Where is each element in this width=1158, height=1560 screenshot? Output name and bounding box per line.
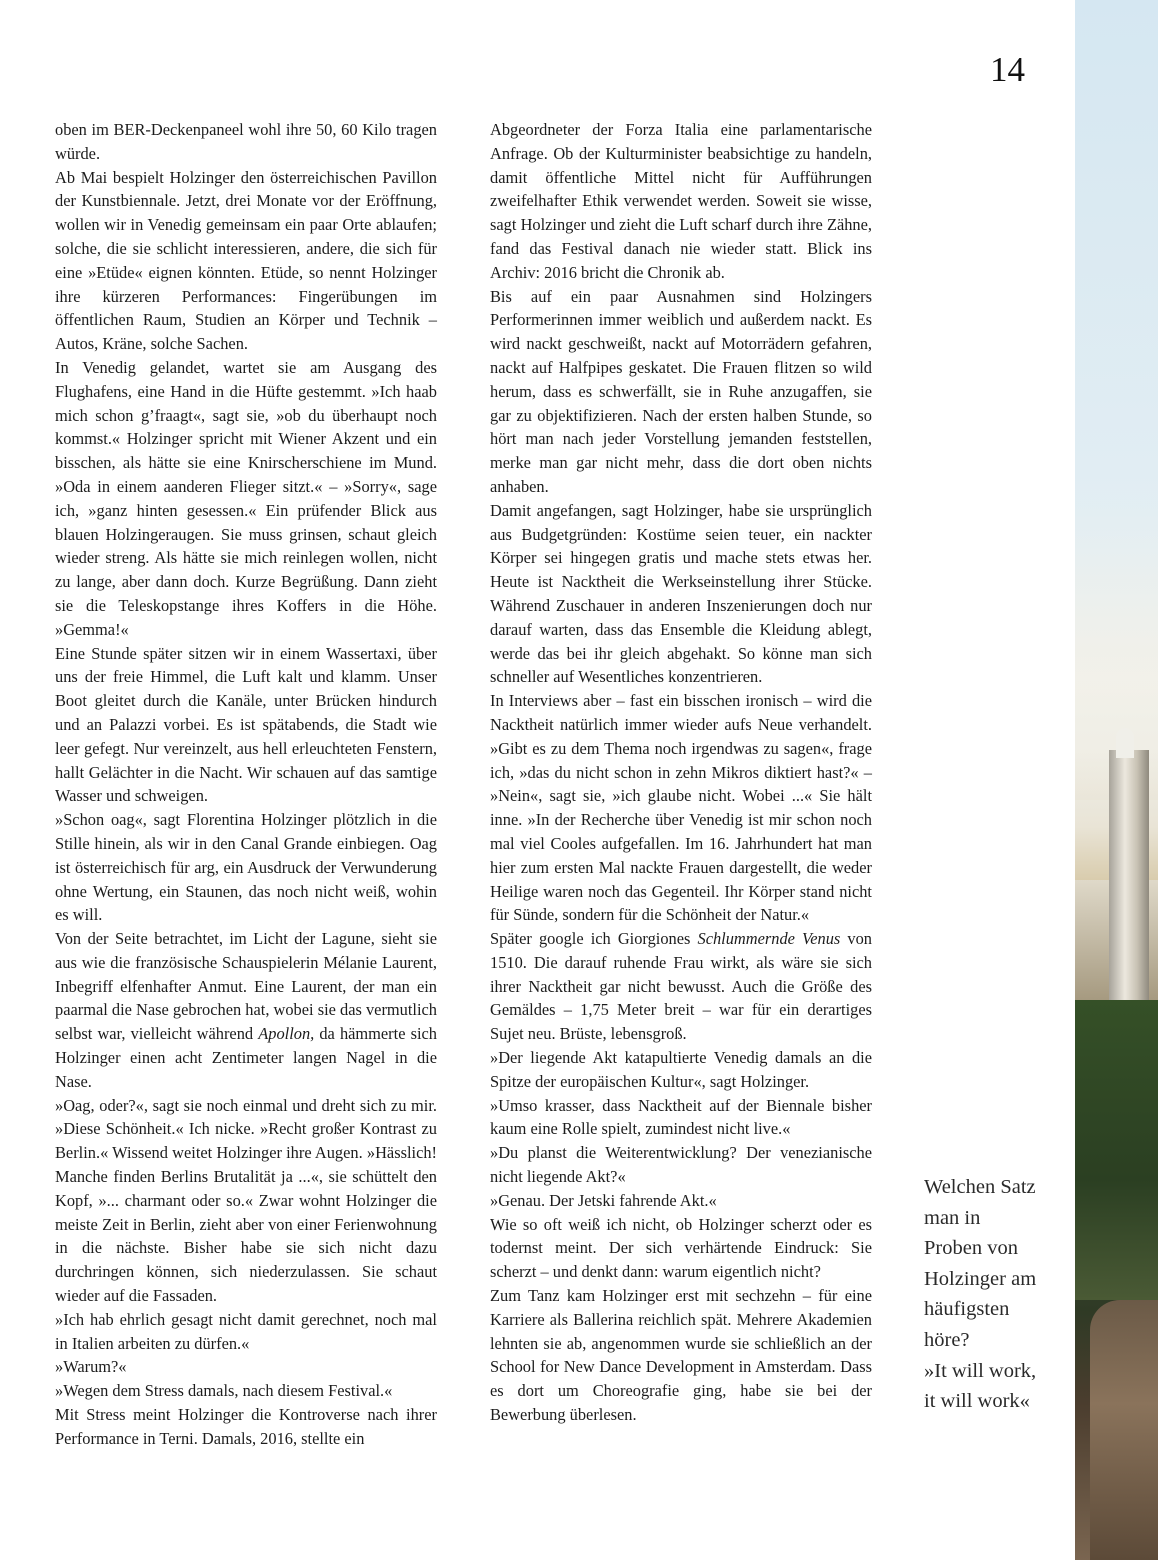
paragraph: Abgeordneter der Forza Italia eine parlamentarische Anfrage. Ob der Kulturminister beabsichtige zu handeln, damit öffentliche Mittel nicht für Aufführungen zweifelhafter Ethik verwendet werden. Soweit sie wisse, sagt Holzinger und zieht die Luft scharf durch ihre Zähne, fand das Festival danach nie wieder statt. Blick ins Archiv: 2016 bricht die Chronik ab.: [490, 120, 872, 282]
paragraph-text: Später google ich Giorgiones: [490, 929, 691, 949]
photo-mooring-post-cap: [1116, 728, 1134, 758]
pull-quote-question: Welchen Satz man in Proben von Holzinger am häufigsten höre?: [924, 1176, 1037, 1351]
photo-buoy: [1090, 1300, 1158, 1560]
paragraph: »Der liegende Akt katapultierte Venedig damals an die Spitze der europäischen Kultur«, sagt Holzinger.: [490, 1048, 872, 1091]
paragraph: [55, 927, 437, 1094]
paragraph: »Du planst die Weiterentwicklung? Der venezianische nicht liegende Akt?«: [490, 1143, 872, 1187]
paragraph: Wie so oft weiß ich nicht, ob Holzinger scherzt oder es todernst meint. Der sich verhärtende Eindruck: Sie scherzt – und denkt dann: warum eigentlich nicht?: [490, 1214, 872, 1282]
article-column-left: [55, 118, 437, 1451]
photo-strip-image: [1075, 0, 1158, 1560]
paragraph: »Oag, oder?«, sagt sie noch einmal und dreht sich zu mir. »Diese Schönheit.« Ich nicke. »Recht großer Kontrast zu Berlin.« Wissend weitet Holzinger ihre Augen. »Hässlich! Manche finden Berlins Brutalität ja ...«, sie schüttelt den Kopf, »... charmant oder so.« Zwar wohnt Holzinger die meiste Zeit in Berlin, zieht aber von einer Ferienwohnung in die nächste. Bisher habe sie sich nicht dazu durchringen können, sich niederzulassen. Sie schaut wieder auf die Fassaden.: [55, 1095, 437, 1306]
paragraph: In Interviews aber – fast ein bisschen ironisch – wird die Nacktheit natürlich immer wieder aufs Neue verhandelt. »Gibt es zu dem Thema noch irgendwas zu sagen«, frage ich, »das du nicht schon in zehn Mikros diktiert hast?« – »Nein«, sagt sie, »ich glaube nicht. Wobei ...« Sie hält inne. »In der Recherche über Venedig ist mir schon noch mal viel Cooles aufgefallen. Im 16. Jahrhundert hat man hier zum ersten Mal nackte Frauen dargestellt, die weder Heilige waren noch das Gegenteil. Ihr Körper stand nicht für Sünde, sondern für die Schönheit der Natur.«: [490, 691, 872, 925]
paragraph: »Warum?«: [55, 1357, 127, 1377]
pull-quote: [924, 1172, 1039, 1417]
paragraph: oben im BER-Deckenpaneel wohl ihre 50, 60 Kilo tragen würde.: [55, 120, 437, 163]
photo-mooring-post: [1109, 750, 1149, 1010]
paragraph: In Venedig gelandet, wartet sie am Ausgang des Flughafens, eine Hand in die Hüfte gestemmt. »Ich haab mich schon g’fraagt«, sagt sie, »ob du überhaupt noch kommst.« Holzinger spricht mit Wiener Akzent und ein bisschen, als hätte sie eine Knirscherschiene im Mund. »Oda in einem aanderen Flieger sitzt.« – »Sorry«, sage ich, »ganz hinten gesessen.« Ein prüfender Blick aus blauen Holzingeraugen. Sie muss grinsen, schaut gleich wieder streng. Als hätte sie mich reinlegen wollen, nicht zu lange, aber dann doch. Kurze Begrüßung. Dann zieht sie die Teleskopstange ihres Koffers in die Höhe. »Gemma!«: [55, 357, 437, 639]
paragraph: »Ich hab ehrlich gesagt nicht damit gerechnet, noch mal in Italien arbeiten zu dürfen.«: [55, 1309, 437, 1353]
article-column-middle: [490, 118, 872, 1427]
paragraph: Bis auf ein paar Ausnahmen sind Holzingers Performerinnen immer weiblich und außerdem nackt. Es wird nackt geschweißt, nackt auf Motorrädern gefahren, nackt auf Halfpipes geskatet. Die Frauen flitzen so wild herum, dass es schwerfällt, sie in Ruhe anzugaffen, sie gar zu objektifizieren. Nach der ersten halben Stunde, so hört man nach jeder Vorstellung jemanden feststellen, merke man gar nicht mehr, dass die dort oben nichts anhaben.: [490, 286, 872, 496]
photo-water: [1075, 1000, 1158, 1300]
paragraph: Eine Stunde später sitzen wir in einem Wassertaxi, über uns der freie Himmel, die Luft kalt und klamm. Unser Boot gleitet durch die Kanäle, unter Brücken hindurch und an Palazzi vorbei. Es ist spätabends, die Stadt wie leer gefegt. Nur vereinzelt, aus hell erleuchteten Fenstern, hallt Gelächter in die Nacht. Wir schauen auf das samtige Wasser und schweigen.: [55, 643, 437, 806]
italic-title: Schlummernde Venus: [697, 929, 841, 949]
paragraph-text: von 1510. Die darauf ruhende Frau wirkt, als wäre sie sich ihrer Nacktheit gar nicht bewusst. Auch die Größe des Gemäldes – 1,75 Meter breit – war für ein derartiges Sujet neu. Brüste, lebensgroß.: [490, 929, 872, 1044]
paragraph: »Umso krasser, dass Nacktheit auf der Biennale bisher kaum eine Rolle spielt, zumindest nicht live.«: [490, 1095, 872, 1139]
paragraph: Mit Stress meint Holzinger die Kontroverse nach ihrer Performance in Terni. Damals, 2016, stellte ein: [55, 1405, 437, 1448]
italic-title: Apollon,: [258, 1024, 315, 1044]
paragraph: Zum Tanz kam Holzinger erst mit sechzehn – für eine Karriere als Ballerina reichlich spät. Mehrere Akademien lehnten sie ab, angenommen wurde sie schließlich an der School for New Dance Development in Amsterdam. Dass es dort um Choreografie ging, habe sie bei der Bewerbung überlesen.: [490, 1286, 872, 1425]
paragraph: »Schon oag«, sagt Florentina Holzinger plötzlich in die Stille hinein, als wir in den Canal Grande einbiegen. Oag ist österreichisch für arg, ein Ausdruck der Verwunderung ohne Wertung, ein Staunen, das noch nicht weiß, wohin es will.: [55, 810, 437, 925]
paragraph: Ab Mai bespielt Holzinger den österreichischen Pavillon der Kunstbiennale. Jetzt, drei Monate vor der Eröffnung, wollen wir in Venedig gemeinsam ein paar Orte ablaufen; solche, die sie schlicht interessieren, andere, die sich für eine »Etüde« eignen könnten. Etüde, so nennt Holzinger ihre kürzeren Performances: Fingerübungen im öffentlichen Raum, Studien an Körper und Technik – Autos, Kräne, solche Sachen.: [55, 167, 437, 354]
paragraph-text: da hämmerte sich Holzinger einen acht Zentimeter langen Nagel in die Nase.: [55, 1024, 437, 1091]
pull-quote-answer: »It will work, it will work«: [924, 1359, 1037, 1413]
paragraph: [490, 927, 872, 1046]
paragraph: »Wegen dem Stress damals, nach diesem Festival.«: [55, 1381, 393, 1401]
paragraph: Damit angefangen, sagt Holzinger, habe sie ursprünglich aus Budgetgründen: Kostüme seien teuer, ein nackter Körper sei hingegen gratis und mache stets etwas her. Heute ist Nacktheit die Werkseinstellung ihrer Stücke. Während Zuschauer in anderen Inszenierungen doch nur darauf warten, dass das Ensemble die Kleidung ablegt, werde das bei ihr gleich abgehakt. So könne man sich schneller auf Wesentliches konzentrieren.: [490, 500, 872, 687]
paragraph: »Genau. Der Jetski fahrende Akt.«: [490, 1190, 717, 1210]
page-number: 14: [990, 50, 1025, 89]
paragraph-text: Von der Seite betrachtet, im Licht der Lagune, sieht sie aus wie die französische Schauspielerin Mélanie Laurent, Inbegriff elfenhafter Anmut. Eine Laurent, der man ein paarmal die Nase gebrochen hat, wobei sie das vermutlich selbst war, vielleicht während: [55, 929, 437, 1044]
